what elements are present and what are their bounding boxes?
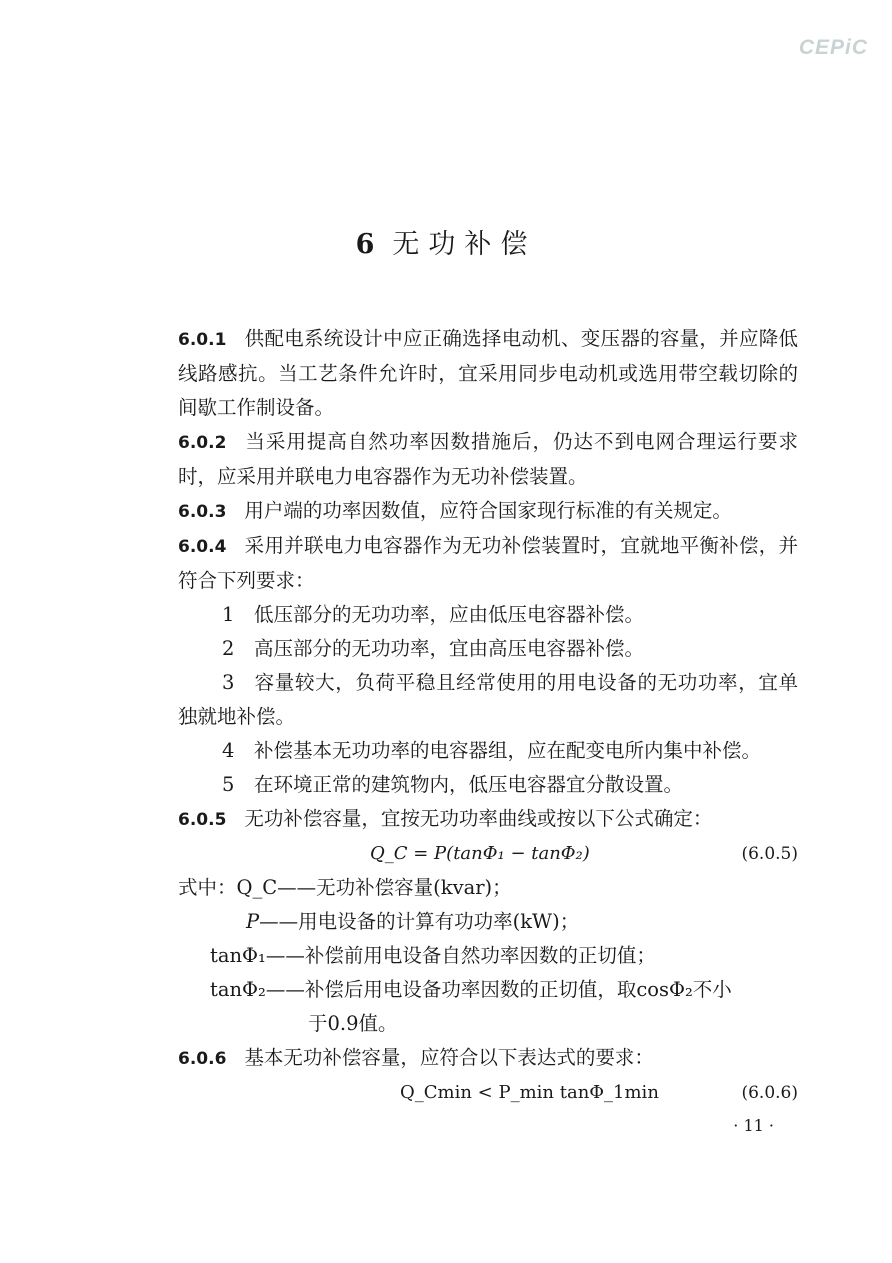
definition-row [178,973,798,1007]
item-text: 补偿基本无功功率的电容器组，应在配变电所内集中补偿。 [254,739,762,762]
definition-symbol: P [246,910,260,933]
definition-row [178,905,798,939]
definition-continuation: 于0.9值。 [308,1012,398,1035]
formula-expression: Q_Cmin < P_min tanΦ_1min [400,1082,659,1103]
definition-symbol: tanΦ₂ [210,978,266,1001]
definition-text: ——无功补偿容量(kvar)； [277,876,512,899]
clause-6-0-1 [178,322,798,425]
clause-6-0-3 [178,494,798,529]
clause-6-0-2 [178,425,798,494]
list-item [178,632,798,666]
definition-text: ——补偿前用电设备自然功率因数的正切值； [265,944,656,967]
equation-number: (6.0.5) [741,844,798,864]
list-item [178,598,798,632]
clause-number: 6.0.6 [178,1049,227,1069]
definition-row [178,939,798,973]
cepic-logo: CEPiC [798,36,868,59]
item-text: 在环境正常的建筑物内，低压电容器宜分散设置。 [254,773,684,796]
page-number: · 11 · [733,1116,774,1135]
chapter-number: 6 [355,229,375,260]
item-number: 3 [222,671,235,694]
item-text: 高压部分的无功功率，宜由高压电容器补偿。 [254,637,645,660]
clause-text: 供配电系统设计中应正确选择电动机、变压器的容量，并应降低线路感抗。当工艺条件允许时，宜采用同步电动机或选用带空载切除的间歇工作制设备。 [178,327,798,419]
clause-number: 6.0.1 [178,330,227,350]
clause-text: 采用并联电力电容器作为无功补偿装置时，宜就地平衡补偿，并符合下列要求： [178,534,798,592]
item-number: 1 [222,603,235,626]
item-number: 2 [222,637,235,660]
clause-text: 用户端的功率因数值，应符合国家现行标准的有关规定。 [244,499,732,522]
definition-symbol: 式中：Q_C [178,876,278,899]
document-body [178,322,798,1110]
definition-text: ——用电设备的计算有功功率(kW)； [259,910,580,933]
clause-text: 基本无功补偿容量，应符合以下表达式的要求： [244,1046,654,1069]
formula-expression: Q_C = P(tanΦ₁ − tanΦ₂) [370,843,590,864]
list-item [178,666,798,734]
item-number: 5 [222,773,235,796]
list-item [178,768,798,802]
clause-text: 当采用提高自然功率因数措施后，仍达不到电网合理运行要求时，应采用并联电力电容器作为无功补偿装置。 [178,430,798,488]
equation-number: (6.0.6) [741,1083,798,1103]
chapter-title [0,222,892,261]
item-text: 低压部分的无功功率，应由低压电容器补偿。 [254,603,645,626]
item-number: 4 [222,739,235,762]
clause-number: 6.0.4 [178,537,227,557]
formula-6-0-6 [178,1076,798,1110]
chapter-name: 无功补偿 [392,229,537,260]
clause-number: 6.0.2 [178,433,227,453]
clause-number: 6.0.5 [178,810,227,830]
formula-6-0-5 [178,837,798,871]
clause-text: 无功补偿容量，宜按无功功率曲线或按以下公式确定： [244,807,713,830]
clause-6-0-5 [178,802,798,837]
definition-symbol: tanΦ₁ [210,944,266,967]
clause-6-0-4 [178,529,798,598]
item-text: 容量较大，负荷平稳且经常使用的用电设备的无功功率，宜单独就地补偿。 [178,671,798,728]
clause-number: 6.0.3 [178,502,227,522]
clause-6-0-6 [178,1041,798,1076]
definition-row [178,871,798,905]
list-item [178,734,798,768]
definition-text: ——补偿后用电设备功率因数的正切值，取cosΦ₂不小 [265,978,732,1001]
